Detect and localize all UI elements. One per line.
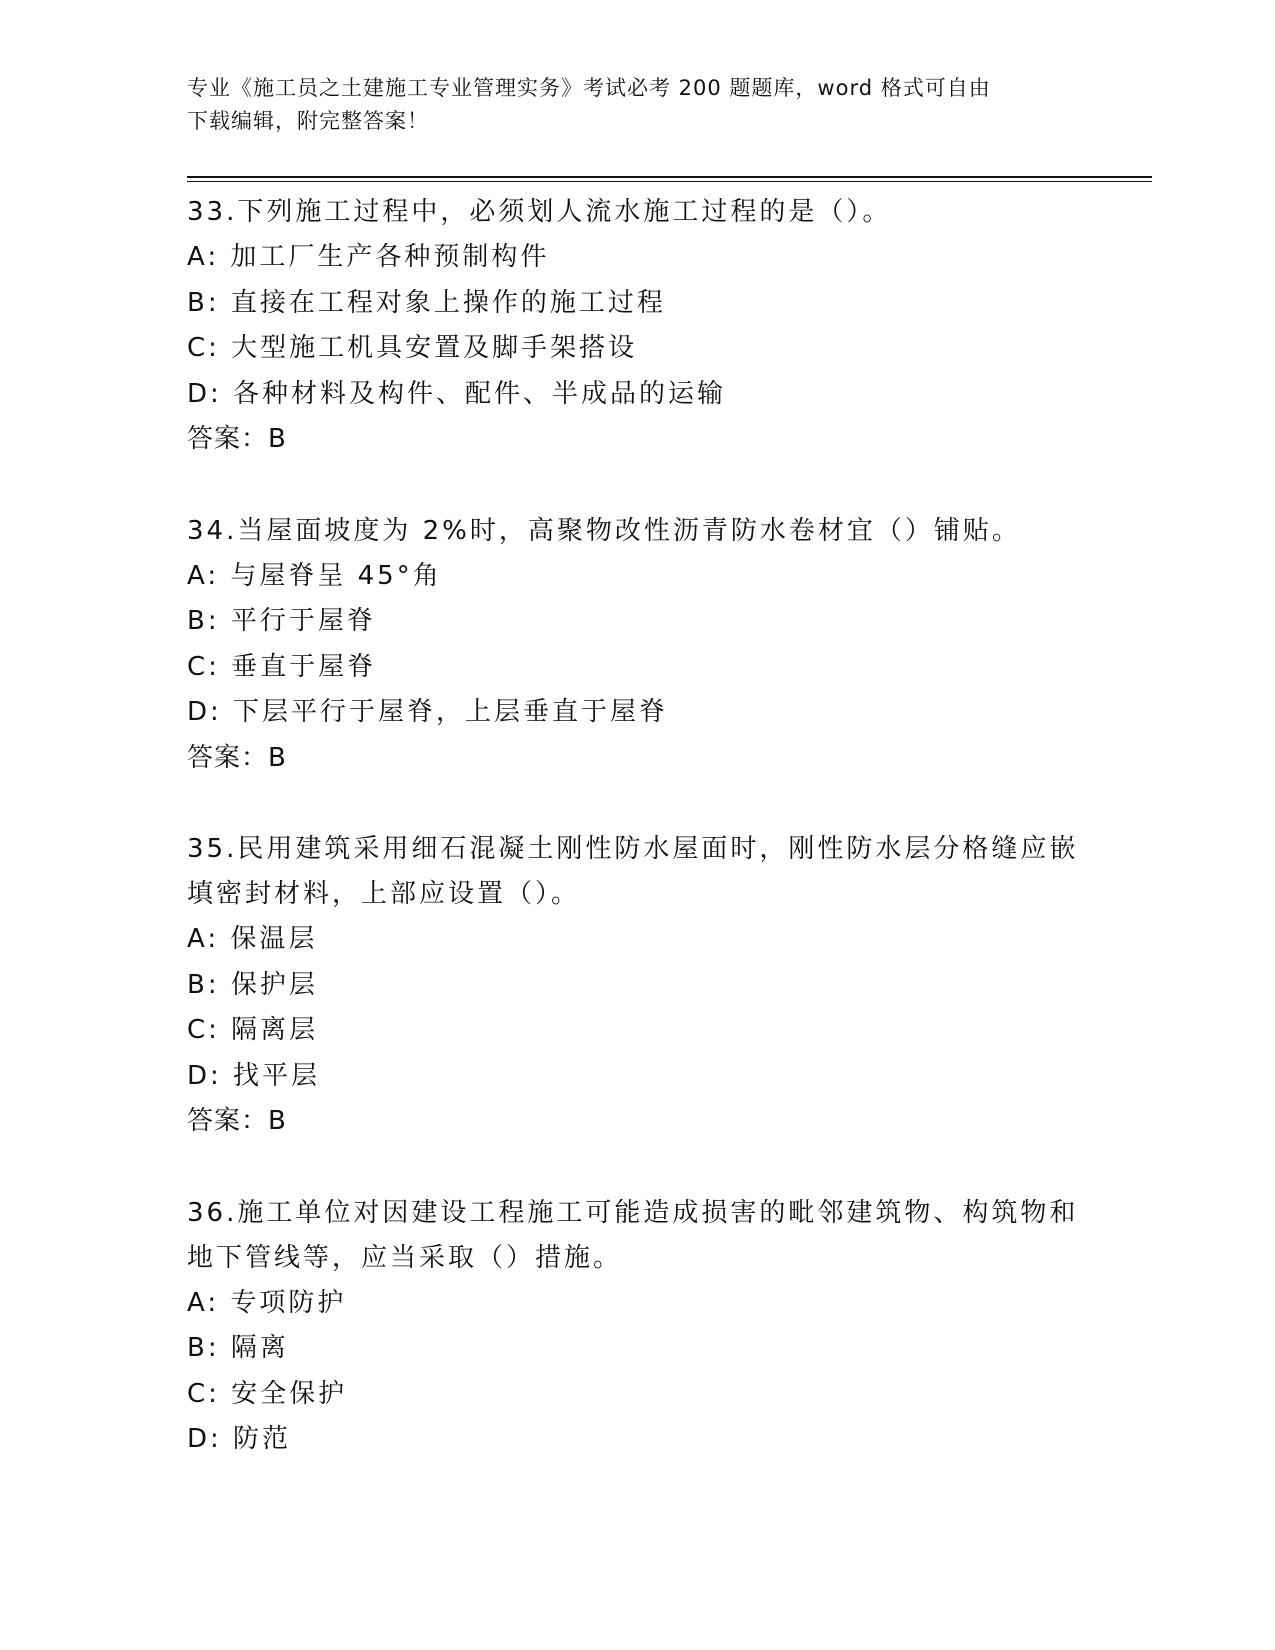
question-35 — [187, 827, 1087, 1145]
option-c: C: 垂直于屋脊 — [187, 651, 377, 682]
question-stem-line-2: 地下管线等，应当采取（）措施。 — [187, 1242, 623, 1273]
option-d: D: 防范 — [187, 1424, 292, 1454]
answer-line: 答案：B — [187, 424, 287, 454]
header-line-1: 专业《施工员之土建施工专业管理实务》考试必考 200 题题库，word 格式可自由 — [187, 76, 991, 100]
option-a: A: 保温层 — [187, 924, 318, 954]
answer-line: 答案：B — [187, 1106, 287, 1136]
question-stem-line-1: 35.民用建筑采用细石混凝土刚性防水屋面时，刚性防水层分格缝应嵌 — [187, 834, 1079, 864]
option-d: D: 下层平行于屋脊，上层垂直于屋脊 — [187, 697, 669, 727]
header-line-2: 下载编辑，附完整答案！ — [187, 109, 429, 133]
option-a: A: 专项防护 — [187, 1287, 347, 1318]
question-stem-line-1: 36.施工单位对因建设工程施工可能造成损害的毗邻建筑物、构筑物和 — [187, 1197, 1079, 1228]
question-list — [187, 190, 1087, 1509]
option-d: D: 各种材料及构件、配件、半成品的运输 — [187, 378, 727, 409]
answer-line: 答案：B — [187, 742, 287, 773]
option-d: D: 找平层 — [187, 1060, 321, 1091]
option-b: B: 保护层 — [187, 969, 318, 1000]
question-33 — [187, 190, 1087, 463]
header-rule-thin — [187, 181, 1152, 182]
question-stem: 33.下列施工过程中，必须划人流水施工过程的是（）。 — [187, 197, 892, 227]
option-c: C: 大型施工机具安置及脚手架搭设 — [187, 333, 638, 363]
option-b: B: 直接在工程对象上操作的施工过程 — [187, 287, 666, 318]
option-c: C: 隔离层 — [187, 1015, 319, 1045]
question-stem-line-2: 填密封材料，上部应设置（）。 — [187, 879, 581, 909]
header-rule-thick — [187, 176, 1152, 178]
option-c: C: 安全保护 — [187, 1378, 348, 1409]
document-header — [187, 72, 1087, 138]
option-a: A: 加工厂生产各种预制构件 — [187, 242, 550, 272]
question-stem: 34.当屋面坡度为 2%时，高聚物改性沥青防水卷材宜（）铺贴。 — [187, 515, 1021, 546]
question-36 — [187, 1191, 1087, 1463]
question-34 — [187, 509, 1087, 782]
option-b: B: 隔离 — [187, 1333, 289, 1363]
option-b: B: 平行于屋脊 — [187, 606, 376, 636]
option-a: A: 与屋脊呈 45°角 — [187, 560, 442, 591]
